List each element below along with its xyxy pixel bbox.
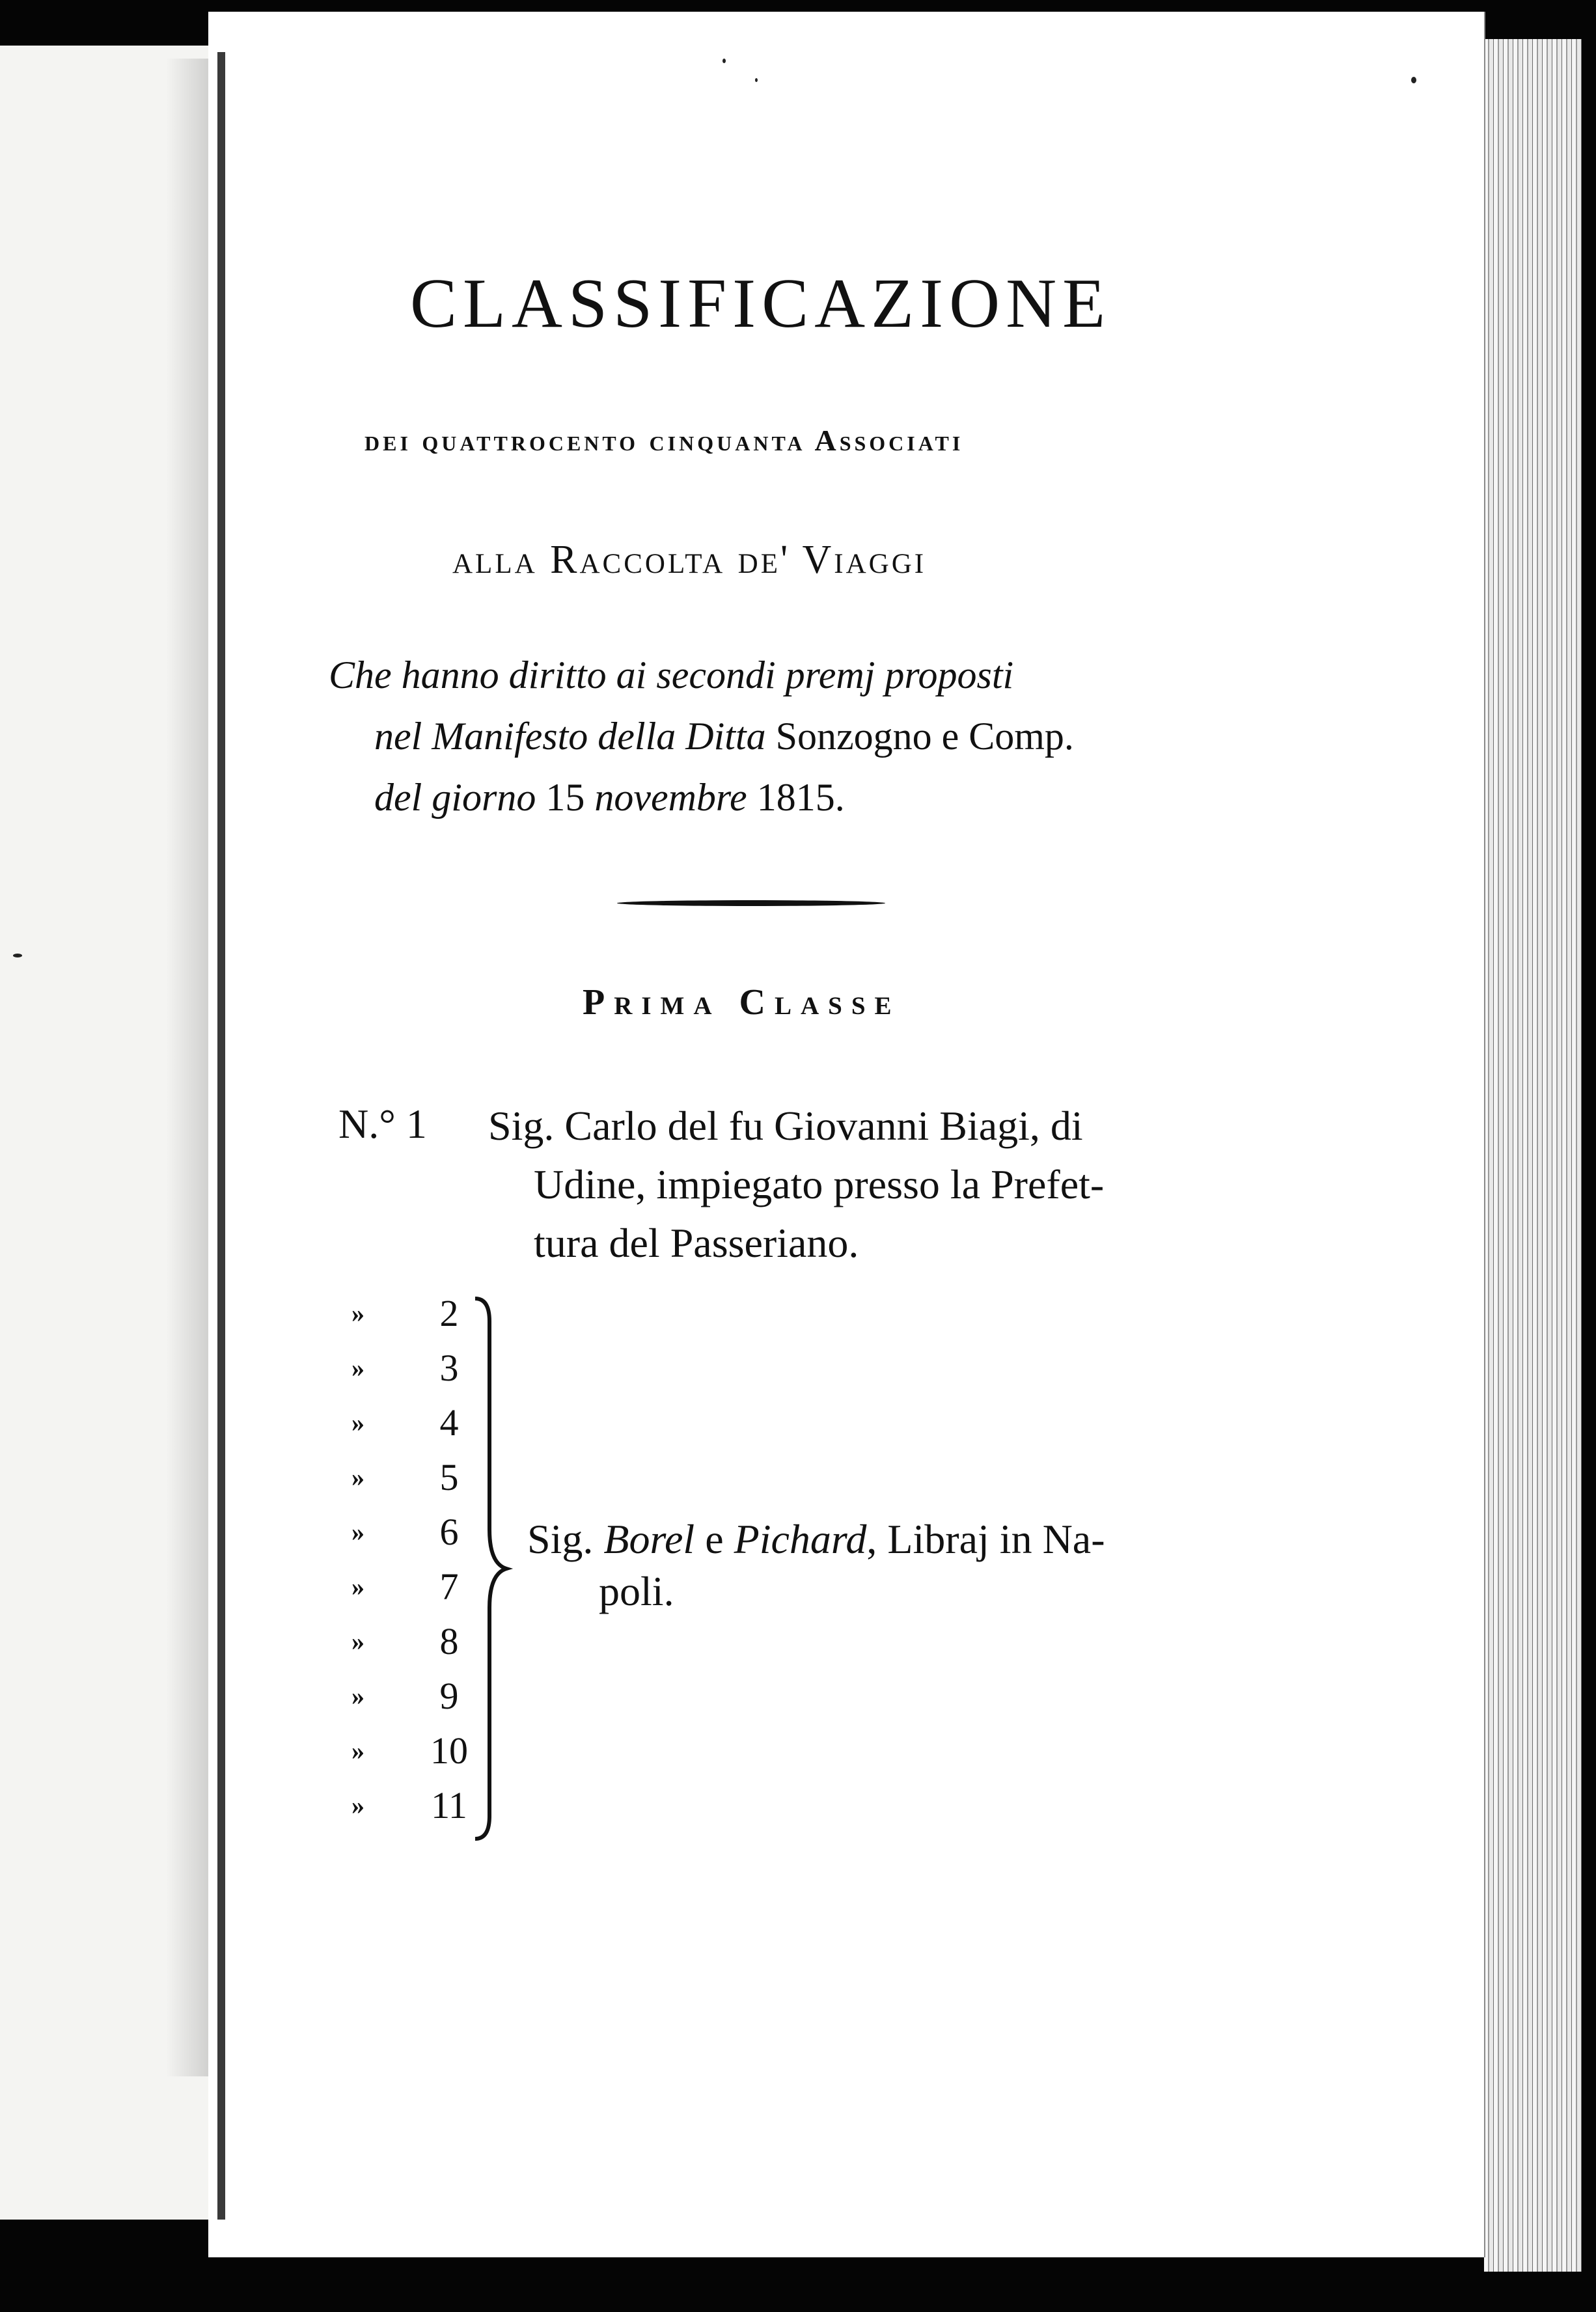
entry-2-prefix: Sig. <box>527 1516 594 1562</box>
page-edges <box>1484 39 1582 2272</box>
intro-day: 15 <box>545 776 585 819</box>
ditto-mark: » <box>351 1626 365 1656</box>
ditto-mark: » <box>351 1735 365 1765</box>
page-title: CLASSIFICAZIONE <box>410 265 1112 342</box>
entry-number: N.° 1 <box>338 1101 427 1147</box>
entry-2-line-1 <box>527 1513 1105 1565</box>
list-item <box>351 1450 482 1504</box>
intro-line-2-italic: nel Manifesto della Ditta <box>374 715 766 758</box>
list-item <box>351 1559 482 1614</box>
ditto-mark: » <box>351 1681 365 1711</box>
entry-1-line-1: Sig. Carlo del fu Giovanni Biagi, di <box>488 1103 1083 1149</box>
list-number: 5 <box>439 1455 459 1498</box>
entry-2-name-1: Borel <box>603 1516 695 1562</box>
book-spine <box>217 52 225 2220</box>
list-item <box>351 1504 482 1559</box>
list-item <box>351 1286 482 1340</box>
entry-1-line-3: tura del Passeriano. <box>534 1220 859 1266</box>
intro-line-3-a: del giorno <box>374 776 536 819</box>
scan-speck <box>755 78 758 82</box>
ditto-mark: » <box>351 1571 365 1601</box>
ditto-mark: » <box>351 1517 365 1547</box>
brace-icon <box>469 1295 514 1842</box>
list-number: 3 <box>439 1346 459 1389</box>
scan-speck <box>13 954 22 957</box>
ditto-mark: » <box>351 1353 365 1383</box>
ditto-mark: » <box>351 1790 365 1820</box>
entry-2-name-2: Pichard <box>734 1516 867 1562</box>
list-item <box>351 1723 482 1778</box>
list-number: 2 <box>439 1291 459 1334</box>
scan-speck <box>1411 77 1416 83</box>
entry-2-rest: , Libraj in Na- <box>866 1516 1105 1562</box>
ditto-mark: » <box>351 1407 365 1437</box>
intro-paragraph <box>329 644 1074 828</box>
list-number: 6 <box>439 1510 459 1553</box>
entry-2-text <box>527 1513 1105 1617</box>
list-number: 11 <box>431 1783 467 1826</box>
list-number: 8 <box>439 1619 459 1662</box>
intro-month: novembre <box>594 776 747 819</box>
entry-1-line-2: Udine, impiegato presso la Prefet- <box>534 1161 1105 1207</box>
intro-line-2 <box>374 706 1074 767</box>
list-number: 7 <box>439 1565 459 1608</box>
entry-2-conj: e <box>705 1516 724 1562</box>
intro-year: 1815. <box>756 776 845 819</box>
list-item <box>351 1340 482 1395</box>
divider-rule <box>617 900 885 906</box>
subtitle: dei quattrocento cinquanta Associati <box>365 424 964 457</box>
intro-line-3 <box>374 767 1074 828</box>
list-number: 4 <box>439 1401 459 1444</box>
list-item <box>351 1614 482 1668</box>
list-number: 10 <box>430 1729 468 1772</box>
list-item <box>351 1395 482 1450</box>
list-item <box>351 1668 482 1723</box>
intro-line-1: Che hanno diritto ai secondi premj proposti <box>329 654 1014 696</box>
entry-1-text <box>488 1097 1104 1273</box>
number-list <box>351 1286 482 1832</box>
scan-speck <box>722 59 726 63</box>
intro-line-2-firm: Sonzogno e Comp. <box>775 715 1074 758</box>
list-item <box>351 1778 482 1832</box>
list-number: 9 <box>439 1674 459 1717</box>
ditto-mark: » <box>351 1462 365 1492</box>
section-heading: Prima Classe <box>583 982 901 1023</box>
subtitle-collection: alla Raccolta de' Viaggi <box>452 538 927 582</box>
ditto-mark: » <box>351 1298 365 1328</box>
entry-2-line-2: poli. <box>599 1568 674 1614</box>
